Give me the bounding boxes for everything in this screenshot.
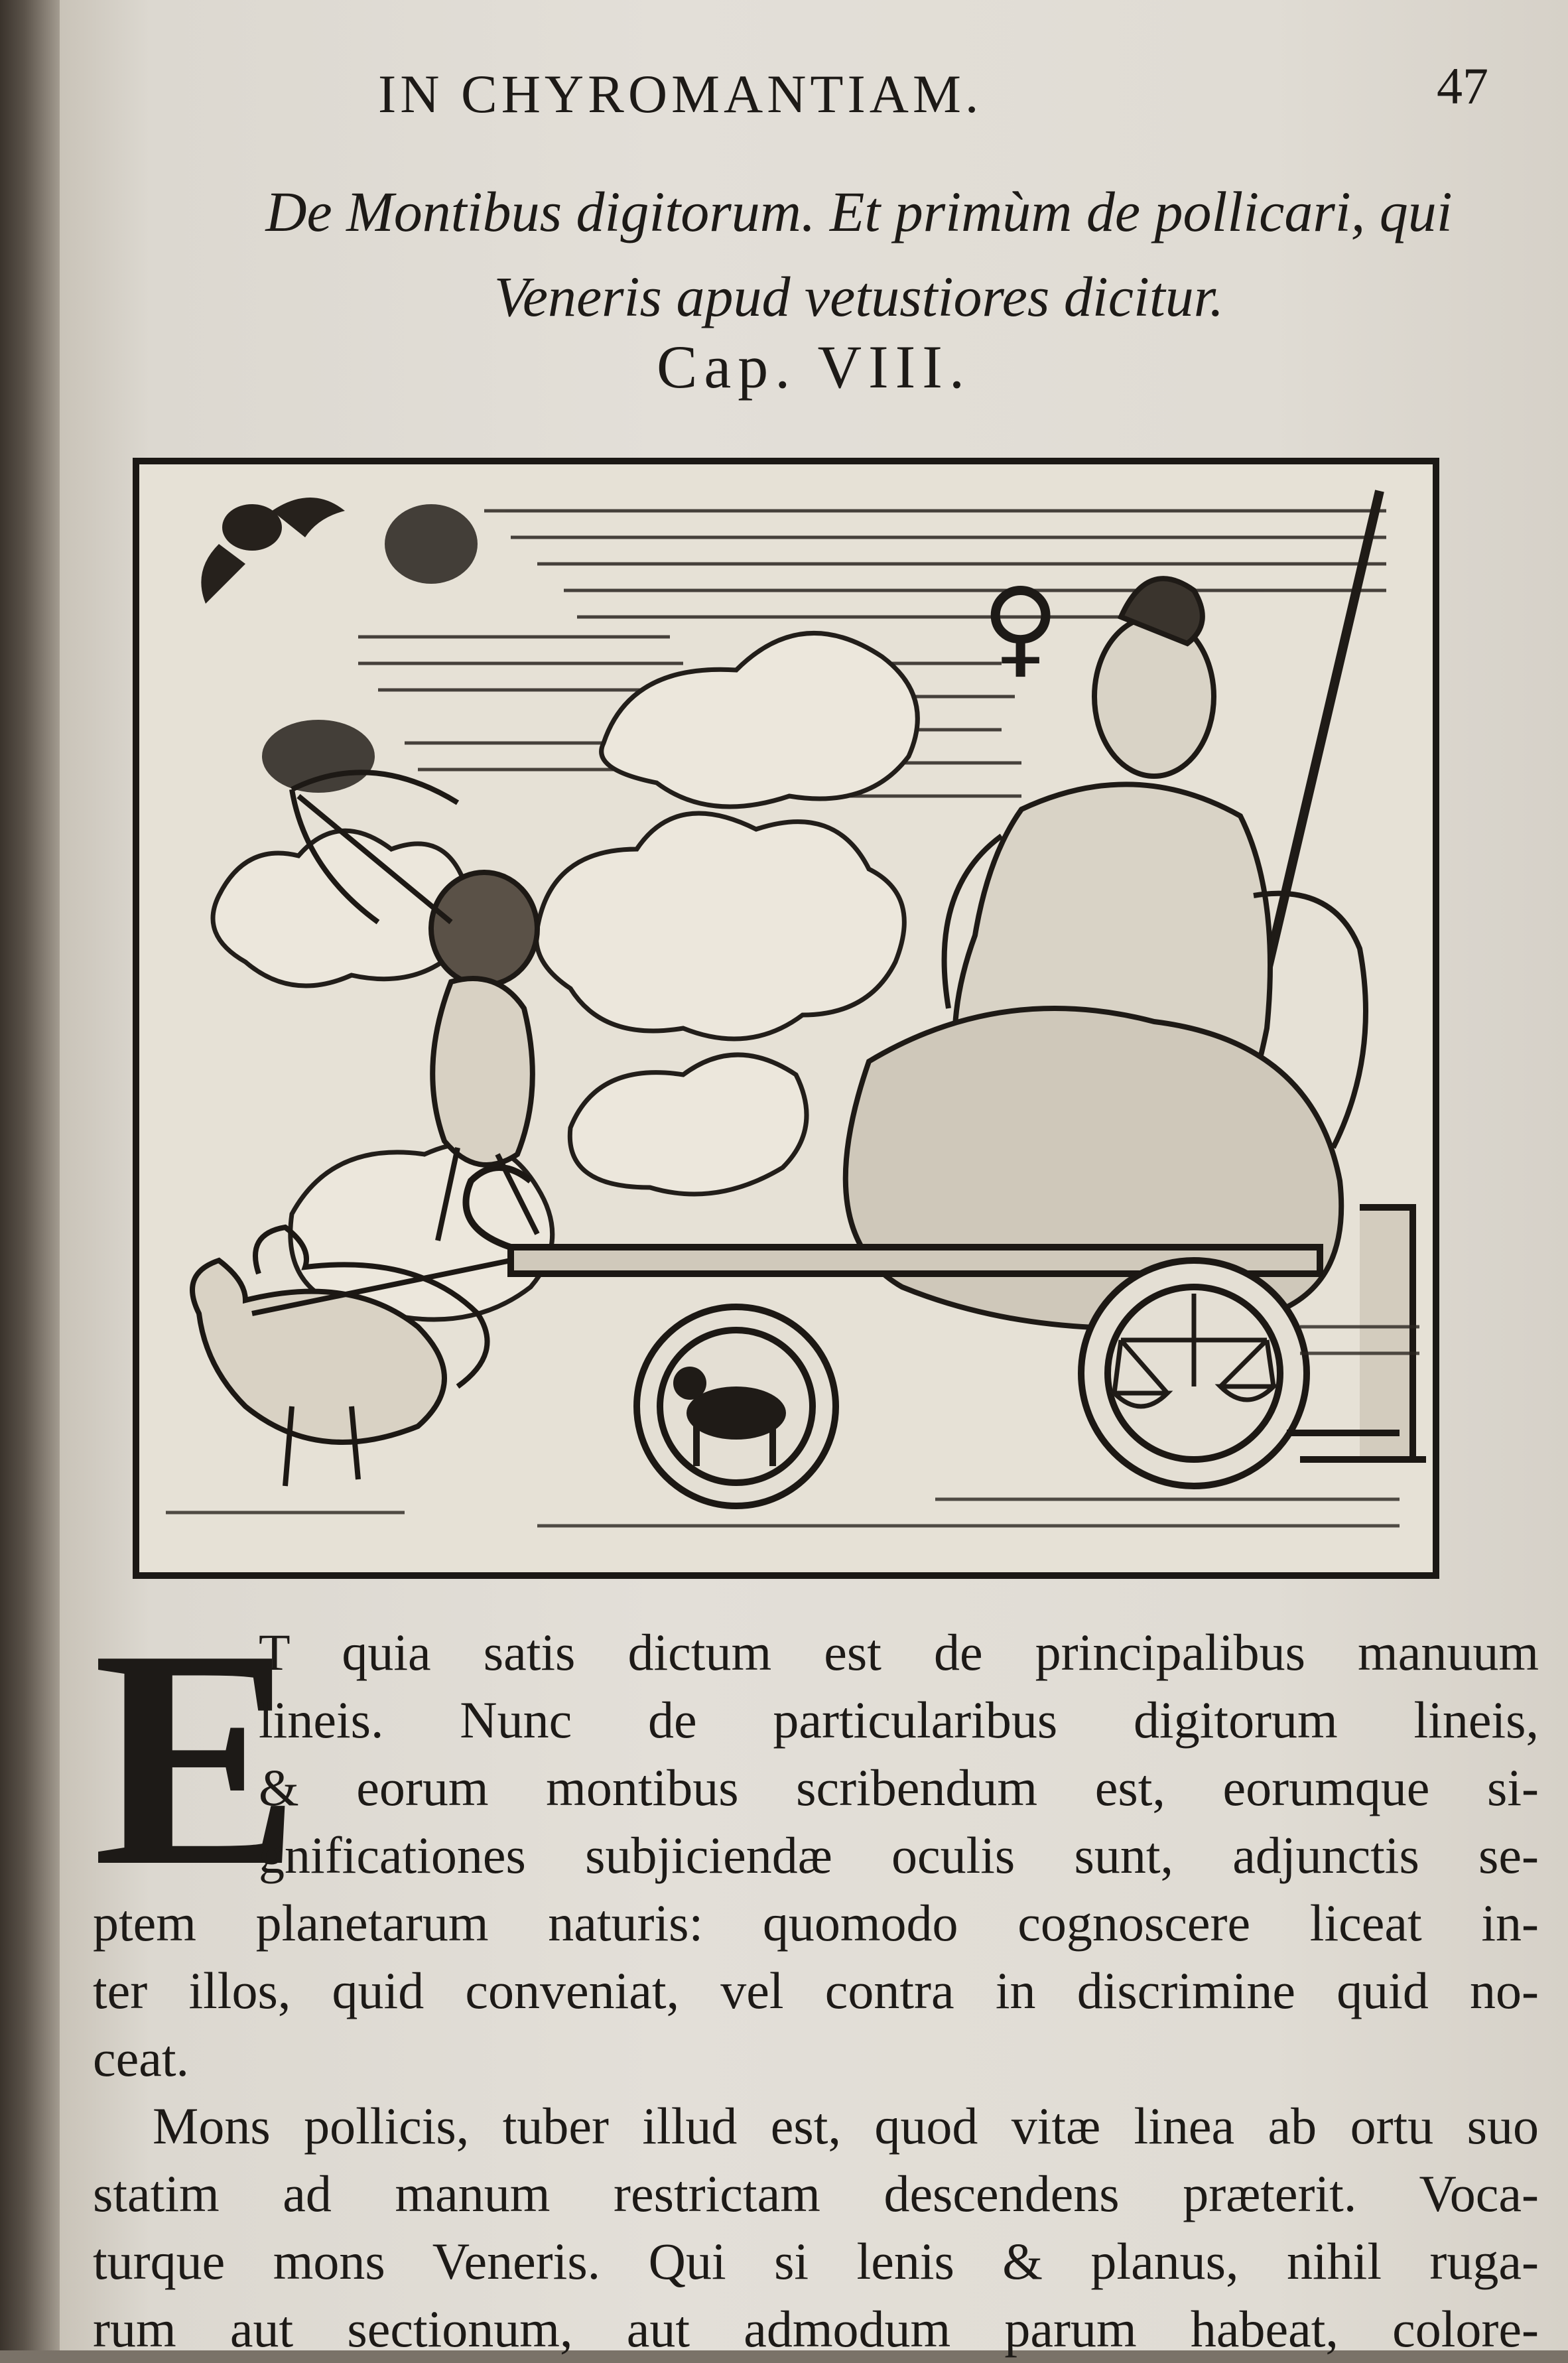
text-line: Mons pollicis, tuber illud est, quod vitæ linea ab ortu suo [153,2097,1539,2155]
text-line: & eorum montibus scribendum est, eorumque si- [259,1759,1539,1816]
venus-symbol-icon: ♀ [982,565,1060,689]
chapter-number [60,332,1568,402]
text-line: ptem planetarum naturis: quomodo cognoscere liceat in- [93,1894,1539,1952]
chapter-title-line-2: Veneris apud vetustiores dicitur. [493,265,1224,328]
text-line: statim ad manum restrictam descendens præterit. Voca- [93,2165,1539,2222]
running-head: IN CHYROMANTIAM. [378,64,983,124]
chapter-title-line-1: De Montibus digitorum. Et primùm de pollicari, qui [265,180,1453,243]
text-line: ter illos, quid conveniat, vel contra in discrimine quid no- [93,1962,1539,2019]
text-line: gnificationes subjiciendæ oculis sunt, adjunctis se- [259,1826,1539,1884]
body-text [93,1585,1539,2363]
page-number: 47 [1437,57,1488,115]
chapter-numeral: VIII. [817,333,971,401]
venus-woodcut-illustration [133,458,1439,1579]
woodcut-drawing [139,464,1433,1572]
chapter-title [189,169,1529,339]
text-line: turque mons Veneris. Qui si lenis & planus, nihil ruga- [93,2232,1539,2290]
flying-figures [201,498,478,793]
drop-cap: E [93,1585,301,1930]
book-page [60,0,1568,2358]
text-line: lineis. Nunc de particularibus digitorum lineis, [259,1691,1539,1749]
text-line: T quia satis dictum est de principalibus manuum [259,1623,1539,1681]
text-line: rum aut sectionum, aut admodum parum habeat, colore- [93,2300,1539,2358]
venus-figure [846,578,1366,1328]
chapter-label: Cap. [657,333,797,401]
text-line: ceat. [93,2029,190,2087]
